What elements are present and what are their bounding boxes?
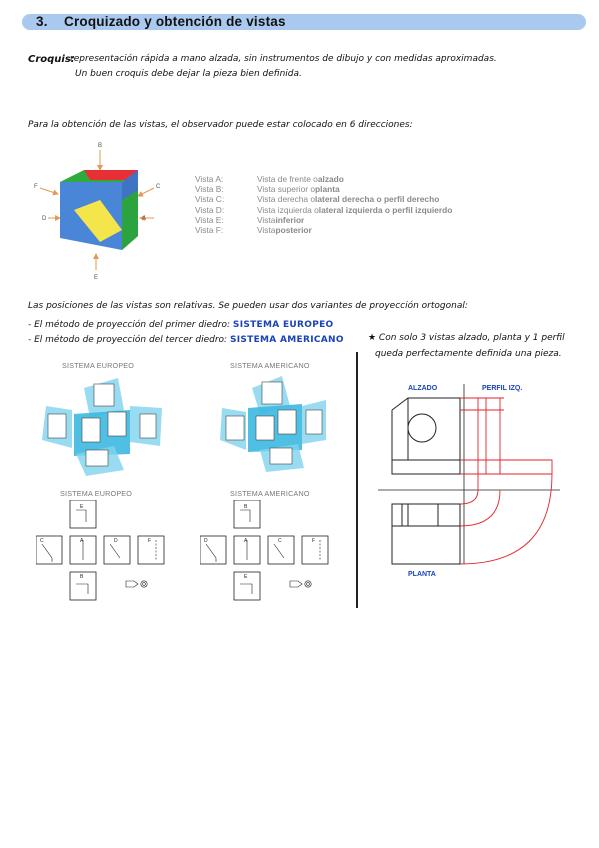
caption-europeo-bottom: SISTEMA EUROPEO	[60, 489, 133, 498]
eu-view-letter: B	[80, 574, 84, 580]
three-views-note-2: queda perfectamente definida una pieza.	[375, 349, 562, 359]
arrow-c	[138, 188, 154, 196]
vertical-divider	[356, 352, 358, 608]
three-views-note: ★ Con solo 3 vistas alzado, planta y 1 perfil	[368, 333, 565, 343]
us-view-letter: C	[278, 538, 282, 544]
us-view-letter: B	[244, 504, 248, 510]
cube-letter-b: B	[98, 143, 103, 149]
eu-view-letter: A	[80, 538, 84, 544]
american-unfolded-box	[216, 370, 336, 478]
caption-americano-top: SISTEMA AMERICANO	[230, 361, 310, 370]
view-row: Vista E: Vista inferior	[195, 214, 305, 225]
us-view-letter: D	[204, 538, 208, 544]
caption-americano-bottom: SISTEMA AMERICANO	[230, 489, 310, 498]
projection-lines	[460, 398, 552, 564]
label-planta: PLANTA	[408, 571, 436, 578]
croquis-definition-2: Un buen croquis debe dejar la pieza bien definida.	[75, 69, 302, 79]
view-row: Vista B: Vista superior o planta	[195, 184, 340, 195]
cube-letter-d: D	[42, 216, 47, 222]
view-row: Vista C: Vista derecha o lateral derecha o perfil derecho	[195, 194, 440, 205]
view-row: Vista D: Vista izquierda o lateral izquierda o perfil izquierdo	[195, 204, 453, 215]
method-first-dihedral: - El método de proyección del primer diedro: SISTEMA EUROPEO	[28, 320, 334, 330]
section-number: 3.	[36, 14, 48, 29]
croquis-label: Croquis:	[28, 54, 75, 65]
views-list	[195, 174, 452, 235]
cube-green-side	[122, 190, 138, 250]
sistema-europeo-label: SISTEMA EUROPEO	[232, 320, 334, 330]
cube-directions-figure	[30, 138, 180, 280]
cube-letter-c: C	[156, 184, 161, 190]
croquis-definition: representación rápida a mano alzada, sin instrumentos de dibujo y con medidas aproximadas.	[70, 54, 497, 64]
view-row: Vista F: Vista posterior	[195, 225, 312, 236]
cube-letter-e: E	[94, 275, 99, 280]
alzado-planta-perfil-drawing	[374, 378, 574, 578]
caption-europeo-top: SISTEMA EUROPEO	[62, 361, 135, 370]
american-views-layout	[200, 500, 340, 604]
us-view-letter: E	[244, 574, 248, 580]
planta-view	[392, 504, 460, 564]
us-view-letter: A	[244, 538, 248, 544]
view-row: Vista A: Vista de frente o alzado	[195, 174, 344, 184]
label-alzado: ALZADO	[408, 385, 438, 392]
cube-letter-f: F	[34, 184, 38, 190]
label-perfil-izq: PERFIL IZQ.	[482, 385, 523, 392]
european-unfolded-box	[32, 370, 172, 478]
us-view-letter: F	[312, 538, 316, 544]
eu-view-letter: F	[148, 538, 152, 544]
views-intro: Para la obtención de las vistas, el observador puede estar colocado en 6 direcciones:	[28, 120, 413, 130]
section-title: Croquizado y obtención de vistas	[64, 14, 286, 29]
eu-view-letter: D	[114, 538, 118, 544]
arrow-f	[40, 188, 58, 194]
sistema-americano-label: SISTEMA AMERICANO	[229, 335, 344, 345]
method-third-dihedral: - El método de proyección del tercer diedro: SISTEMA AMERICANO	[28, 335, 344, 345]
european-views-layout	[36, 500, 176, 604]
section-header	[22, 14, 586, 30]
eu-view-letter: E	[80, 504, 84, 510]
eu-view-letter: C	[40, 538, 44, 544]
cube-letter-a: A	[142, 216, 147, 222]
positions-note: Las posiciones de las vistas son relativas. Se pueden usar dos variantes de proyección ortogonal:	[28, 301, 468, 311]
alzado-view	[392, 398, 460, 474]
